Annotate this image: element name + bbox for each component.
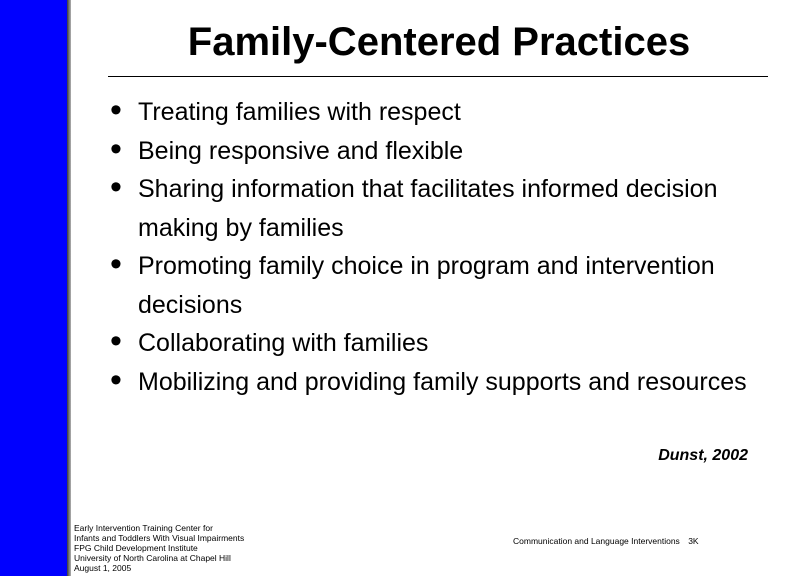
title-divider bbox=[108, 76, 768, 77]
bullet-text: Promoting family choice in program and intervention decisions bbox=[138, 252, 715, 319]
footer-course-title: Communication and Language Interventions bbox=[513, 536, 680, 546]
bullet-dot-icon: • bbox=[110, 322, 122, 360]
bullet-text: Mobilizing and providing family supports and resources bbox=[138, 367, 747, 396]
side-bar-shadow bbox=[67, 0, 71, 576]
footer-line: FPG Child Development Institute bbox=[74, 543, 198, 553]
footer-line: Infants and Toddlers With Visual Impairments bbox=[74, 533, 245, 543]
bullet-dot-icon: • bbox=[110, 360, 122, 399]
footer-organization bbox=[74, 523, 354, 573]
blue-side-bar bbox=[0, 0, 67, 576]
footer-line: Early Intervention Training Center for bbox=[74, 523, 213, 533]
bullet-dot-icon: • bbox=[110, 168, 122, 206]
bullet-list bbox=[110, 93, 770, 401]
bullet-dot-icon: • bbox=[110, 91, 122, 129]
bullet-item-respect bbox=[110, 93, 770, 132]
footer-course bbox=[513, 536, 773, 547]
bullet-text: Treating families with respect bbox=[138, 98, 461, 126]
footer-line: University of North Carolina at Chapel Hill bbox=[74, 553, 231, 563]
slide-number: 3K bbox=[688, 536, 699, 546]
bullet-text: Sharing information that facilitates informed decision making by families bbox=[138, 175, 718, 242]
slide-title: Family-Centered Practices bbox=[187, 20, 691, 64]
bullet-text: Collaborating with families bbox=[138, 329, 429, 357]
bullet-item-responsive bbox=[110, 129, 770, 171]
bullet-item-family-choice bbox=[110, 247, 770, 324]
bullet-text: Being responsive and flexible bbox=[138, 136, 464, 165]
bullet-item-sharing-information bbox=[110, 170, 770, 247]
footer-date: August 1, 2005 bbox=[74, 563, 132, 573]
bullet-dot-icon: • bbox=[110, 129, 122, 168]
citation: Dunst, 2002 bbox=[658, 447, 748, 464]
bullet-item-family-supports bbox=[110, 360, 770, 402]
bullet-dot-icon: • bbox=[110, 245, 122, 283]
bullet-item-collaborating bbox=[110, 324, 770, 363]
